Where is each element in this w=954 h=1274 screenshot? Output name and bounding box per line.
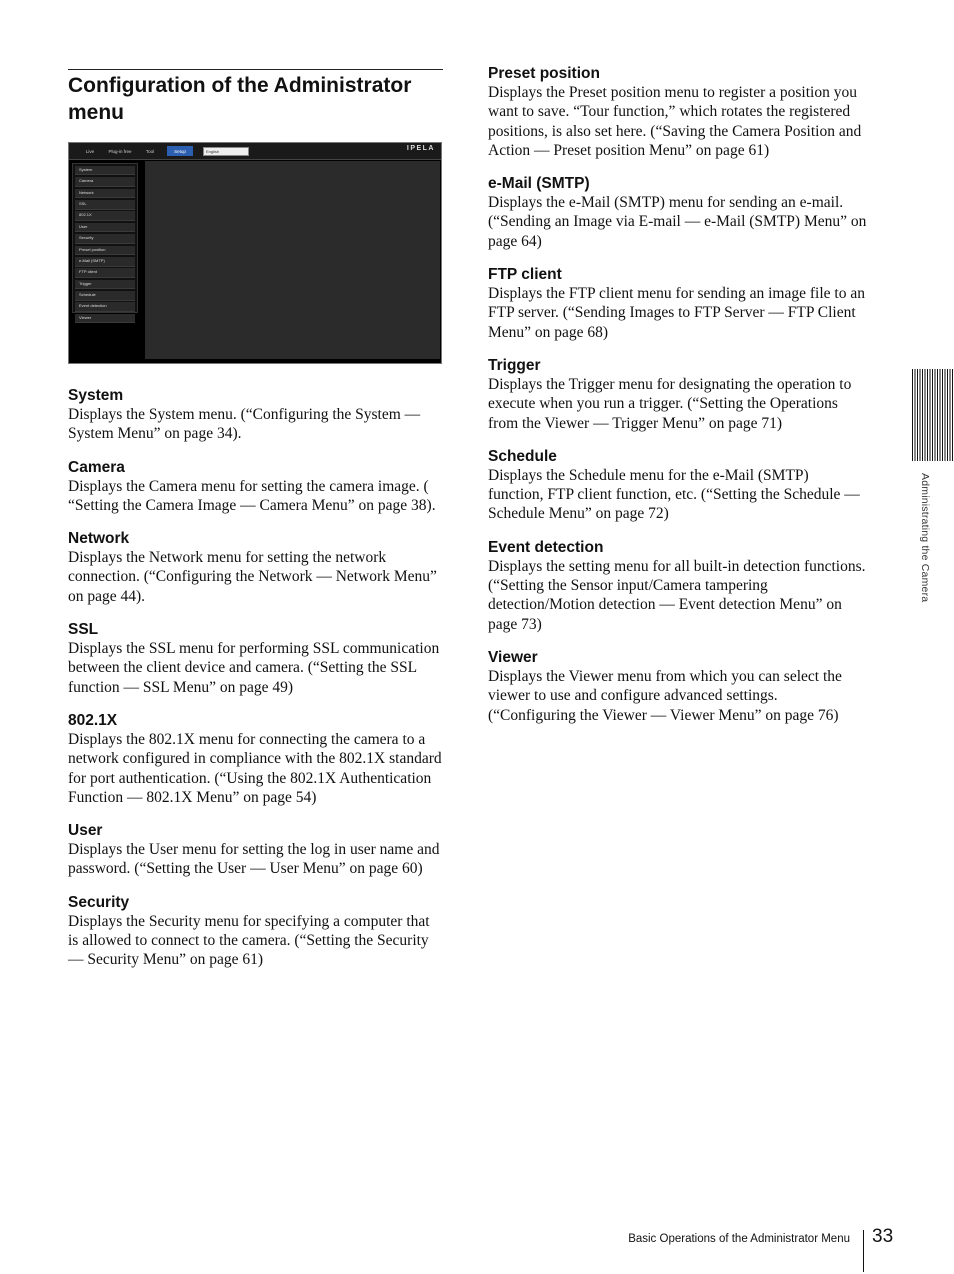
screenshot-language-select: English <box>203 147 249 156</box>
entry-schedule <box>488 447 868 524</box>
entry-title: e-Mail (SMTP) <box>488 175 590 193</box>
left-column <box>68 69 443 984</box>
screenshot-menu-item: FTP client <box>75 268 135 278</box>
page-number: 33 <box>872 1226 894 1247</box>
screenshot-logo: IPELA <box>406 145 435 152</box>
side-tab-label: Administrating the Camera <box>919 473 931 603</box>
entry-title: Schedule <box>488 447 557 465</box>
entry-body: Displays the setting menu for all built-in detection functions. (“Setting the Sensor input/Camera tampering detection/Motion detection — Event detection Menu” on page 73) <box>488 557 866 633</box>
entry-body: Displays the Camera menu for setting the camera image. ( “Setting the Camera Image — Camera Menu” on page 38). <box>68 477 436 514</box>
entry-body: Displays the Schedule menu for the e-Mail (SMTP) function, FTP client function, etc. (“Setting the Schedule — Schedule Menu” on page 72) <box>488 466 860 523</box>
entry-event-detection <box>488 538 868 634</box>
entry-security <box>68 893 443 970</box>
entry-title: SSL <box>68 621 99 639</box>
entry-title: System <box>68 387 124 404</box>
screenshot-menu-item: System <box>75 166 135 176</box>
entry-title: Preset position <box>488 65 600 82</box>
entry-body: Displays the 802.1X menu for connecting the camera to a network configured in compliance with the 802.1X standard for port authentication. (“Using the 802.1X Authentication Function — 802.1X Menu” on page 54) <box>68 730 442 806</box>
screenshot-menu-item: 802.1X <box>75 211 135 221</box>
right-column <box>488 64 868 739</box>
entry-8021x <box>68 711 443 807</box>
footer-divider <box>863 1230 864 1272</box>
screenshot-tab-setup: Setup <box>167 146 193 156</box>
entry-title: Viewer <box>488 648 538 666</box>
screenshot-topbar <box>69 143 441 160</box>
entry-title: Event detection <box>488 538 604 556</box>
entry-body: Displays the Viewer menu from which you can select the viewer to use and configure advanced settings. (“Configuring the Viewer — Viewer Menu” on page 76) <box>488 667 842 724</box>
screenshot-menu-item: Preset position <box>75 246 135 256</box>
side-tab-bars <box>912 369 954 461</box>
entry-body: Displays the SSL menu for performing SSL communication between the client device and camera. (“Setting the SSL function — SSL Menu” on page 49) <box>68 640 440 696</box>
entry-title: Network <box>68 530 130 548</box>
entry-title: Camera <box>68 458 125 476</box>
entry-system <box>68 386 443 444</box>
entry-trigger <box>488 356 868 433</box>
entry-title: Security <box>68 893 130 911</box>
entry-email-smtp <box>488 174 868 251</box>
screenshot-menu-item: SSL <box>75 200 135 210</box>
entry-body: Displays the Security menu for specifying a computer that is allowed to connect to the camera. (“Setting the Security — Security Menu” on page 61) <box>68 912 430 969</box>
entry-body: Displays the Trigger menu for designating the operation to execute when you run a trigger. (“Setting the Operations from the Viewer — Trigger Menu” on page 71) <box>488 375 852 432</box>
screenshot-menu-item: Viewer <box>75 314 135 324</box>
entry-body: Displays the User menu for setting the log in user name and password. (“Setting the User — User Menu” on page 60) <box>68 841 440 878</box>
screenshot-menu-item: Trigger <box>75 280 135 290</box>
entry-body: Displays the Preset position menu to register a position you want to save. “Tour function,” which rotates the registered positions, is also set here. (“Saving the Camera Position and Action — Preset position Menu” on page 61) <box>488 84 862 159</box>
screenshot-menu-item: Event detection <box>75 302 135 312</box>
entry-viewer <box>488 648 868 725</box>
screenshot-tab-live: Live <box>85 148 95 154</box>
screenshot-main-panel <box>145 161 440 359</box>
screenshot-menu-item: Security <box>75 234 135 244</box>
entry-title: 802.1X <box>68 711 118 729</box>
footer-text: Basic Operations of the Administrator Menu <box>628 1233 850 1245</box>
screenshot-menu-item: Camera <box>75 177 135 187</box>
entry-title: FTP client <box>488 266 562 284</box>
entry-body: Displays the e-Mail (SMTP) menu for sending an e-mail. (“Sending an Image via E-mail — e-Mail (SMTP) Menu” on page 64) <box>488 194 867 250</box>
screenshot-tab-plugin-free: Plug-in free <box>108 148 132 154</box>
screenshot-menu-item: Schedule <box>75 291 135 301</box>
entry-ssl <box>68 620 443 697</box>
entry-body: Displays the FTP client menu for sending an image file to an FTP server. (“Sending Images to FTP Server — FTP Client Menu” on page 68) <box>488 285 865 341</box>
entry-title: Trigger <box>488 356 541 374</box>
entry-camera <box>68 458 443 516</box>
admin-menu-screenshot <box>68 142 442 364</box>
entry-body: Displays the Network menu for setting the network connection. (“Configuring the Network — Network Menu” on page 44). <box>68 549 437 605</box>
screenshot-sidebar <box>72 163 138 320</box>
entry-title: User <box>68 822 103 840</box>
entry-network <box>68 529 443 606</box>
entry-preset-position <box>488 64 868 160</box>
screenshot-tab-tool: Tool <box>145 148 155 154</box>
entry-user <box>68 821 443 879</box>
entry-body: Displays the System menu. (“Configuring the System — System Menu” on page 34). <box>68 406 421 443</box>
screenshot-menu-item: Network <box>75 189 135 199</box>
screenshot-menu-item: e-Mail (SMTP) <box>75 257 135 267</box>
entry-ftp-client <box>488 265 868 342</box>
screenshot-menu-item: User <box>75 223 135 233</box>
section-title: Configuration of the Administrator menu <box>68 69 443 126</box>
